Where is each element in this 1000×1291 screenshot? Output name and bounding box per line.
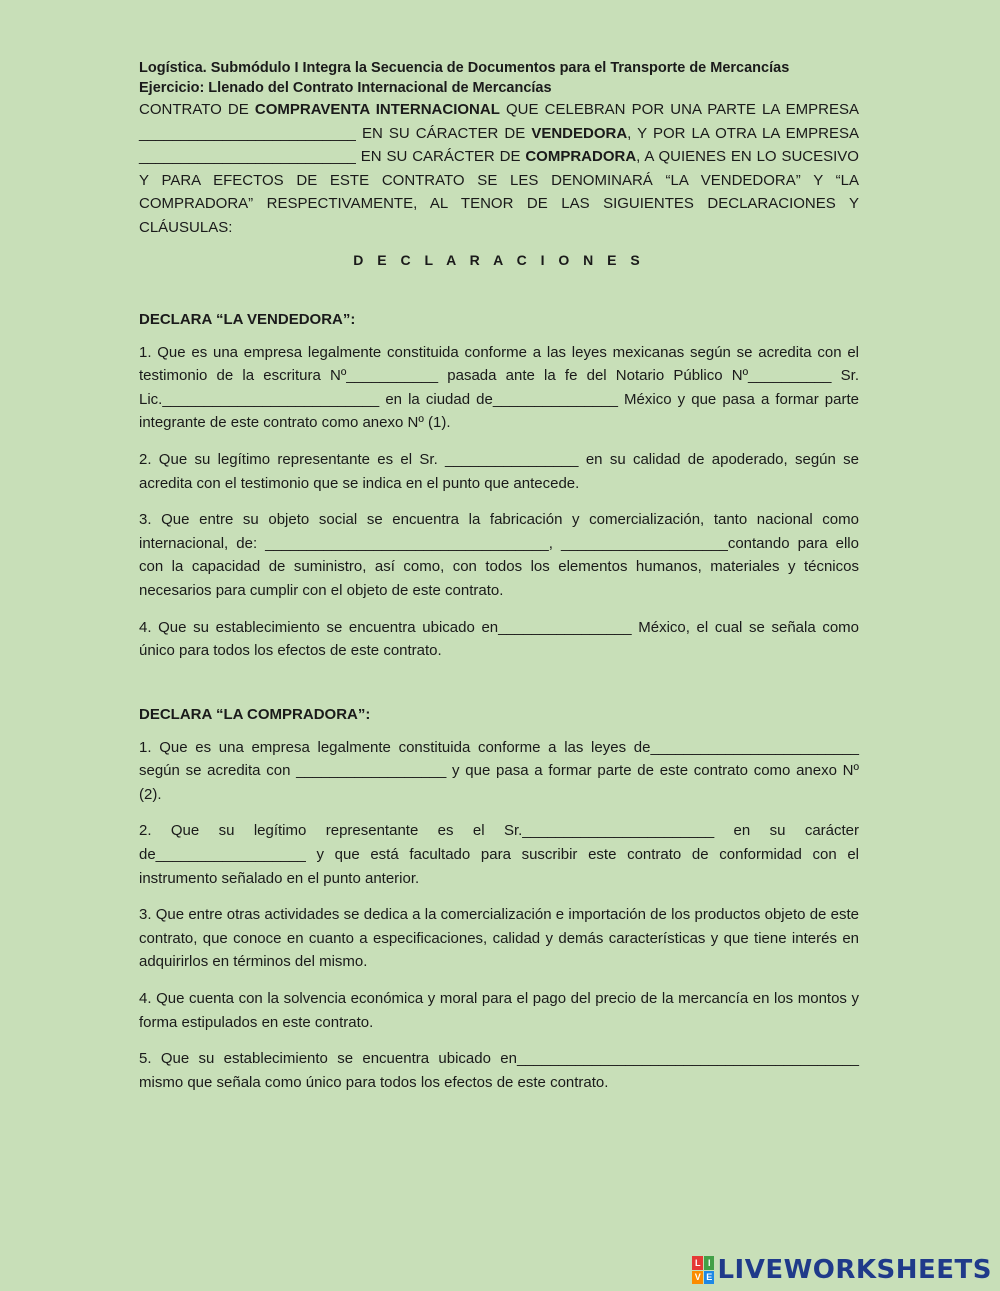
header-line-1: Logística. Submódulo I Integra la Secuencia de Documentos para el Transporte de Mercancías <box>139 60 790 76</box>
vendedora-item-4: 4. Que su establecimiento se encuentra ubicado en________________ México, el cual se señala como único para todos los efectos de este contrato. <box>139 618 859 660</box>
compradora-item-3: 3. Que entre otras actividades se dedica a la comercialización e importación de los productos objeto de este contrato, que conoce en cuanto a especificaciones, calidad y demás características y que tiene interés en adquirirlos en términos del mismo. <box>139 906 859 971</box>
logo-letter: V <box>692 1271 703 1285</box>
brand-text: LIVEWORKSHEETS <box>717 1255 992 1285</box>
intro-bold-2: VENDEDORA <box>531 124 628 142</box>
live-badge-icon <box>692 1256 714 1284</box>
compradora-item-2: 2. Que su legítimo representante es el Sr._______________________ en su carácter de__________________ y que está facultado para suscribir este contrato de conformidad con el instrumento señalado en el punto anterior. <box>139 822 859 887</box>
intro-text-2: QUE CELEBRAN POR UNA PARTE LA EMPRESA __________________________ EN SU CÁRACTER DE <box>139 101 859 142</box>
liveworksheets-logo[interactable] <box>692 1255 992 1285</box>
vendedora-item-3: 3. Que entre su objeto social se encuentra la fabricación y comercialización, tanto nacional como internacional, de: __________________________________, ____________________contando para ello con la capacidad de suministro, así como, con todos los elementos humanos, materiales y técnicos necesarios para cumplir con el objeto de este contrato. <box>139 511 859 599</box>
intro-text-3: , Y POR LA OTRA LA EMPRESA __________________________ EN SU CARÁCTER DE <box>139 124 859 166</box>
section-title: D E C L A R A C I O N E S <box>353 251 645 268</box>
compradora-heading: DECLARA “LA COMPRADORA”: <box>139 705 371 723</box>
logo-letter: E <box>704 1271 715 1285</box>
intro-text-4: , A QUIENES EN LO SUCESIVO Y PARA EFECTOS DE ESTE CONTRATO SE LES DENOMINARÁ “LA VENDEDORA” Y “LA COMPRADORA” RESPECTIVAMENTE, AL TENOR DE LAS SIGUIENTES DECLARACIONES Y CLÁUSULAS: <box>139 148 859 236</box>
logo-letter: L <box>692 1256 703 1270</box>
document-page <box>139 58 859 1094</box>
vendedora-item-1: 1. Que es una empresa legalmente constituida conforme a las leyes mexicanas según se acredita con el testimonio de la escritura Nº___________ pasada ante la fe del Notario Público Nº__________ Sr. Lic.__________________________ en la ciudad de_______________ México y que pasa a formar parte integrante de este contrato como anexo Nº (1). <box>139 343 859 432</box>
intro-bold-1: COMPRAVENTA INTERNACIONAL <box>254 101 500 118</box>
vendedora-heading: DECLARA “LA VENDEDORA”: <box>139 310 356 328</box>
compradora-item-5: 5. Que su establecimiento se encuentra ubicado en_________________________________________ mismo que señala como único para todos los efectos de este contrato. <box>139 1050 859 1091</box>
intro-text-1: CONTRATO DE <box>139 101 255 118</box>
compradora-item-4: 4. Que cuenta con la solvencia económica y moral para el pago del precio de la mercancía en los montos y forma estipulados en este contrato. <box>139 990 859 1031</box>
intro-paragraph <box>139 98 859 240</box>
logo-letter: I <box>704 1256 715 1270</box>
intro-bold-3: COMPRADORA <box>525 148 637 166</box>
vendedora-item-2: 2. Que su legítimo representante es el Sr. ________________ en su calidad de apoderado, según se acredita con el testimonio que se indica en el punto que antecede. <box>139 450 859 492</box>
compradora-item-1: 1. Que es una empresa legalmente constituida conforme a las leyes de_________________________ según se acredita con __________________ y que pasa a formar parte de este contrato como anexo Nº (2). <box>139 738 859 803</box>
header-line-2: Ejercicio: Llenado del Contrato Internacional de Mercancías <box>139 80 552 96</box>
